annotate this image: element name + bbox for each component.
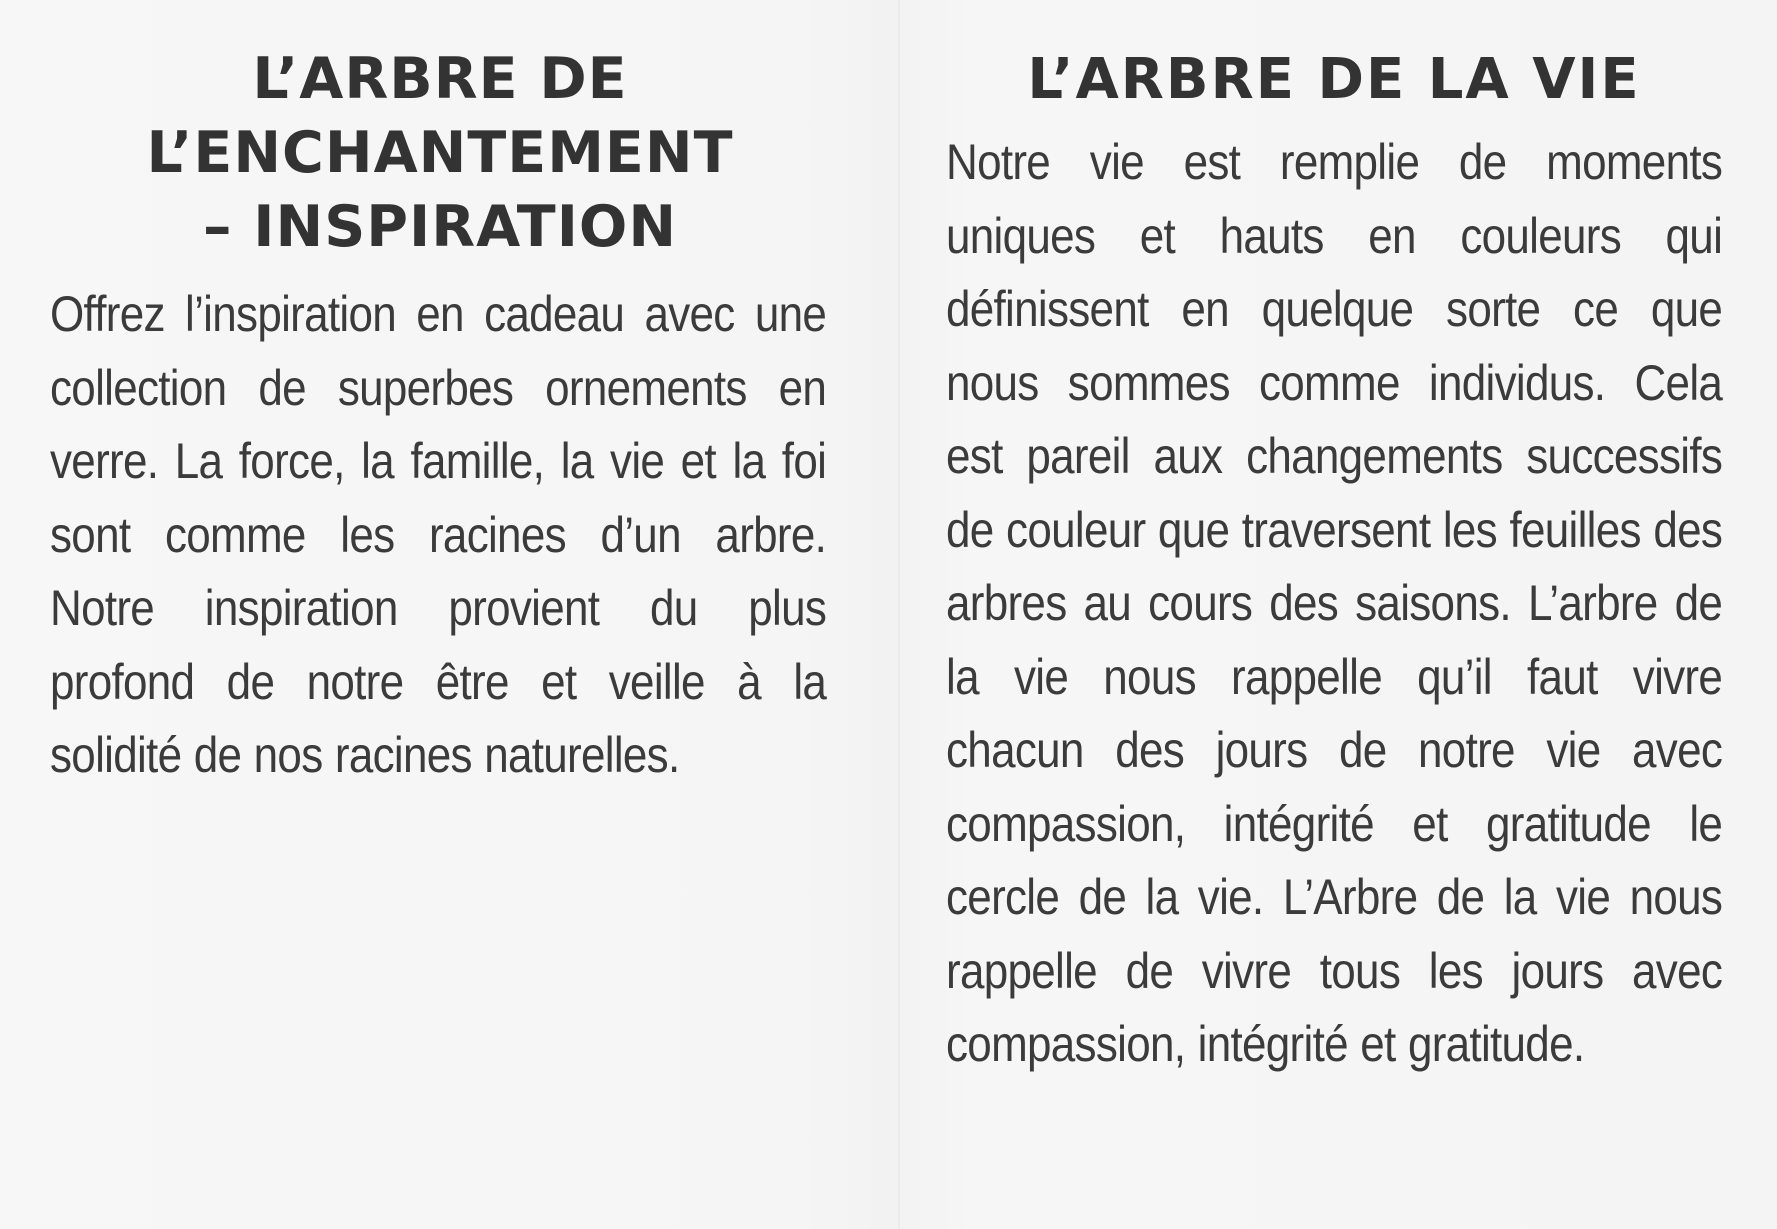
arbre-de-la-vie-heading: L’ARBRE DE LA VIE: [1027, 47, 1641, 112]
arbre-de-la-vie-body: Notre vie est remplie de moments uniques et hauts en couleurs qui définissent en quelque sorte ce que nous sommes comme individus. Cela est pareil aux changements successifs de couleur que traversent les feuilles des arbres au cours des saisons. L’arbre de la vie nous rappelle qu’il faut vivre chacun des jours de notre vie avec compassion, intégrité et gratitude le cercle de la vie. L’Arbre de la vie nous rappelle de vivre tous les jours avec compassion, intégrité et gratitude.: [946, 134, 1723, 1072]
enchantement-section: [50, 0, 830, 793]
enchantement-body: Offrez l’inspiration en cadeau avec une collection de superbes ornements en verre. La force, la famille, la vie et la foi sont comme les racines d’un arbre. Notre inspiration provient du plus profond de notre être et veille à la solidité de nos racines naturelles.: [50, 286, 827, 783]
enchantement-heading-line-2: L’ENCHANTEMENT: [146, 120, 734, 186]
enchantement-heading-line-1: L’ARBRE DE: [252, 46, 628, 112]
enchantement-heading-line-3: – INSPIRATION: [202, 194, 678, 260]
card-fold: [898, 0, 900, 1229]
arbre-de-la-vie-section: [946, 0, 1722, 1082]
enchantement-heading: [50, 0, 830, 264]
